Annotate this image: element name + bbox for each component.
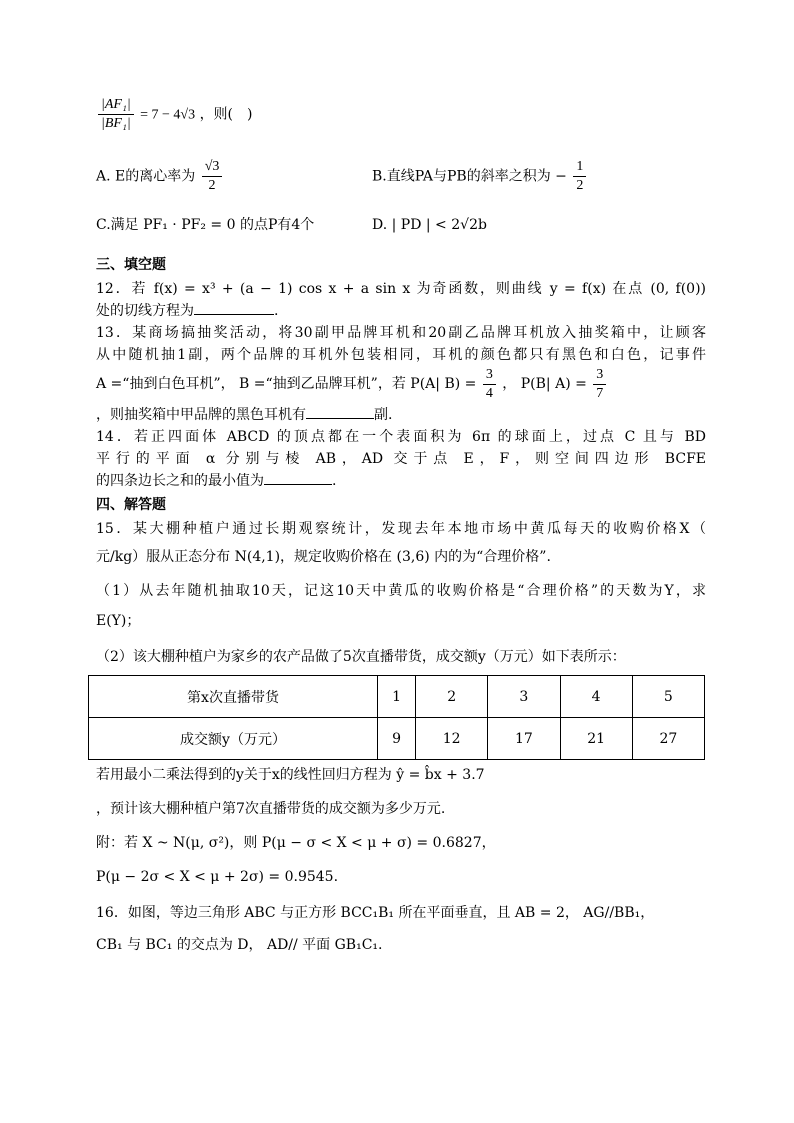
table-cell: 5 [632,676,704,718]
q11-option-d: D. | PD | < 2√2b [372,217,487,233]
table-cell: 27 [632,718,704,760]
q13-line-2: 从中随机抽1副，两个品牌的耳机外包装相同，耳机的颜色都只有黑色和白色，记事件 [96,347,706,363]
row-header: 成交额y（万元） [89,718,378,760]
table-cell: 21 [560,718,632,760]
q14-line-2: 平行的平面 α 分别与棱 AB，AD 交于点 E，F，则空间四边形 BCFE [96,451,706,467]
q12-period: . [274,303,279,319]
q12-line-2 [96,300,706,322]
q15-regression: 若用最小二乘法得到的y关于x的线性回归方程为 ŷ = b̂x + 3.7 [96,767,485,783]
table-cell: 12 [416,718,488,760]
row-header: 第x次直播带货 [89,676,378,718]
q16-line-1: 16．如图，等边三角形 ABC 与正方形 BCC₁B₁ 所在平面垂直，且 AB = 2， AG//BB₁， [96,905,655,921]
section-title-fill-in: 三、填空题 [96,257,166,273]
option-a-denominator: 2 [208,178,216,193]
answer-blank [264,470,332,485]
livestream-sales-table [88,675,705,760]
answer-blank [306,404,374,419]
ratio-numerator: |AF₁| [98,96,134,115]
q15-question: ，预计该大棚种植户第7次直播带货的成交额为多少万元. [96,801,446,817]
q15-line-2: 元/kg）服从正态分布 N(4,1)，规定收购价格在 (3,6) 内的为“合理价格”. [96,549,551,565]
table-cell: 4 [560,676,632,718]
table-cell: 17 [488,718,560,760]
q11-option-a [96,158,376,195]
option-b-denominator: 2 [576,178,584,193]
table-cell: 1 [378,676,416,718]
q11-condition [96,96,706,133]
q13-conditional: ， P(B| A) = [502,376,587,392]
q11-option-c: C.满足 PF₁ · PF₂ = 0 的点P有4个 [96,217,315,233]
option-a-text: A. E的离心率为 [96,168,196,185]
fraction-2-numerator: 3 [593,366,606,385]
probability-fraction-2 [593,366,606,403]
fraction-2-denominator: 7 [596,385,604,401]
option-b-numerator: 1 [573,158,586,177]
probability-fraction-1 [483,366,496,403]
q15-part2: （2）该大棚种植户为家乡的农产品做了5次直播带货，成交额y（万元）如下表所示： [96,649,626,665]
q15-line-1: 15．某大棚种植户通过长期观察统计，发现去年本地市场中黄瓜每天的收购价格X（ [96,521,706,537]
q13-line-1: 13．某商场搞抽奖活动，将30副甲品牌耳机和20副乙品牌耳机放入抽奖箱中，让顾客 [96,325,706,341]
ratio-fraction [98,96,134,133]
q11-option-b [372,158,702,195]
table-cell: 2 [416,676,488,718]
table-row [89,718,705,760]
ratio-denominator: |BF₁| [101,116,131,131]
table-cell: 3 [488,676,560,718]
answer-blank [194,300,274,315]
q14-prompt: 的四条边长之和的最小值为 [96,473,264,489]
q13-event-definition: A =“抽到白色耳机”， B =“抽到乙品牌耳机”，若 P(A| B) = [96,376,477,392]
q13-unit: 副. [374,407,393,423]
q14-period: . [332,473,337,489]
option-a-numerator: √3 [202,158,223,177]
table-cell: 9 [378,718,416,760]
q12-prompt: 处的切线方程为 [96,303,194,319]
q13-prompt: ，则抽奖箱中甲品牌的黑色耳机有 [96,407,306,423]
fraction-1-numerator: 3 [483,366,496,385]
table-row [89,676,705,718]
q15-part1-line-1: （1）从去年随机抽取10天，记这10天中黄瓜的收购价格是“合理价格”的天数为Y，求 [96,583,706,599]
option-b-fraction [573,158,586,195]
q12-line-1: 12．若 f(x) = x³ + (a − 1) cos x + a sin x 为奇函数，则曲线 y = f(x) 在点 (0, f(0)) [96,281,706,297]
q15-appendix-2: P(μ − 2σ < X < μ + 2σ) = 0.9545. [96,869,339,885]
q15-appendix-1: 附：若 X ~ N(μ, σ²)，则 P(μ − σ < X < μ + σ) = 0.6827， [96,835,496,851]
option-b-text: B.直线PA与PB的斜率之积为 − [372,168,567,185]
q11-prompt: ，则( ) [199,106,253,123]
q14-line-3 [96,470,706,492]
ratio-value: = 7 − 4√3 [140,107,196,123]
q16-line-2: CB₁ 与 BC₁ 的交点为 D， AD// 平面 GB₁C₁. [96,937,383,953]
q13-line-3 [96,364,706,404]
option-a-fraction [202,158,223,195]
q15-part1-line-2: E(Y)； [96,613,141,629]
q14-line-1: 14．若正四面体 ABCD 的顶点都在一个表面积为 6π 的球面上，过点 C 且与 BD [96,429,706,445]
section-title-solutions: 四、解答题 [96,497,166,513]
q13-line-4 [96,404,706,426]
fraction-1-denominator: 4 [485,385,493,401]
